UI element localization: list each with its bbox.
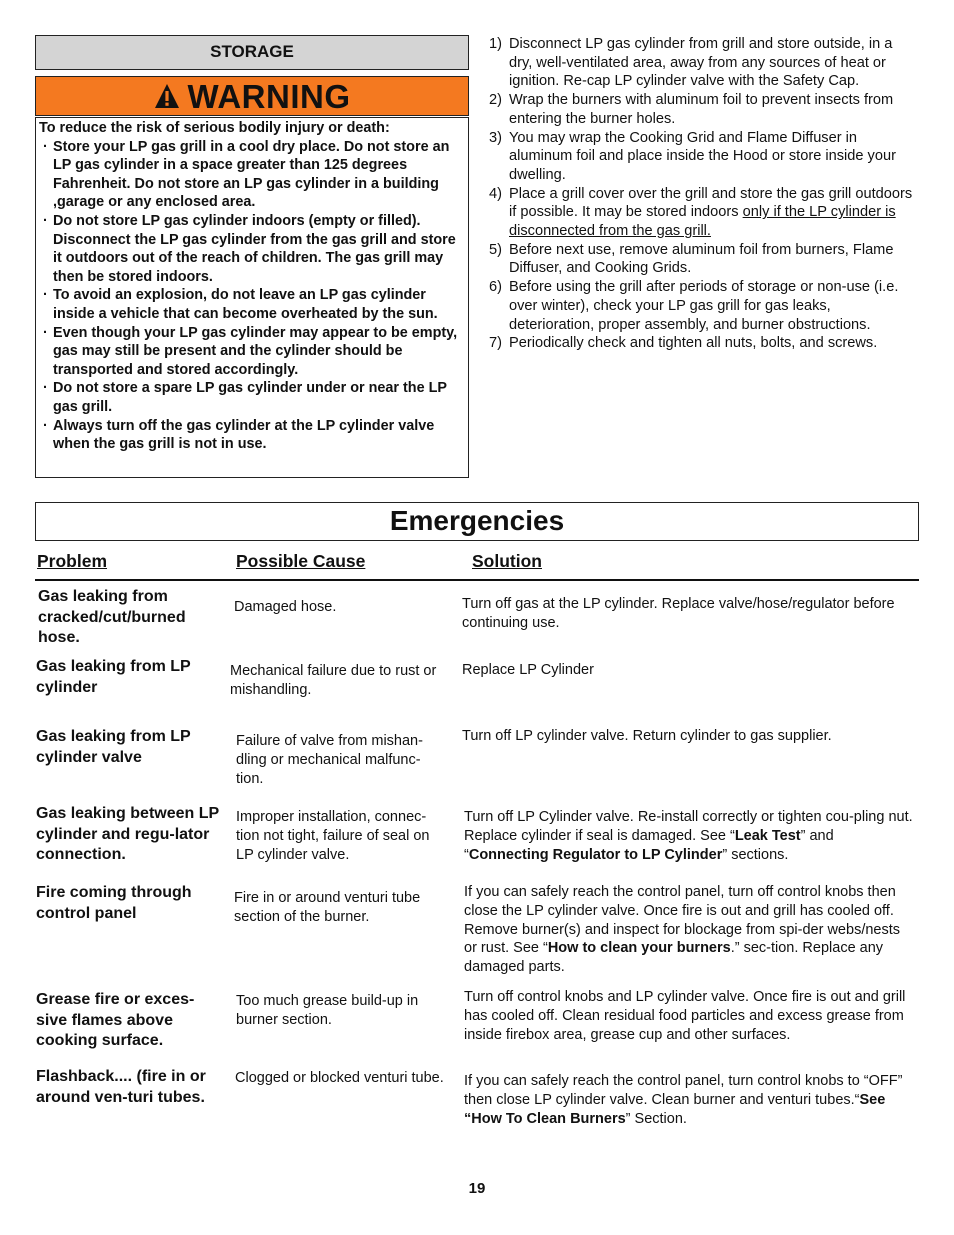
problem-cell: Fire coming through control panel [36,884,192,922]
storage-steps-list [489,35,919,353]
cause-cell: Too much grease build-up in burner section. [236,993,419,1028]
storage-heading-text: STORAGE [210,42,294,61]
cause-cell: Clogged or blocked venturi tube. [235,1070,444,1086]
how-to-clean-burners-ref: See “How To Clean Burners [464,1091,886,1127]
warning-label: WARNING [187,77,351,115]
cause-cell: Failure of valve from mishan-dling or mechanical malfunc-tion. [236,733,423,787]
column-header-problem: Problem [37,551,108,571]
leak-test-ref: Leak Test [734,827,801,844]
storage-step: 7) Periodically check and tighten all nuts, bolts, and screws. [489,335,878,352]
storage-step: 1) Disconnect LP gas cylinder from grill and store outside, in a dry, well-ventilated area, away from any sources of heat or ignition. Re-cap LP cylinder valve with the Safety Cap. [489,36,893,90]
emergencies-title: Emergencies [389,505,565,536]
warning-item: · Do not store a spare LP gas cylinder under or near the LP gas grill. [43,380,447,415]
solution-cell: Turn off LP cylinder valve. Return cylinder to gas supplier. [462,728,832,744]
problem-cell: Gas leaking between LP cylinder and regu-lator connection. [36,805,219,863]
problem-cell: Grease fire or exces-sive flames above cooking surface. [36,991,195,1049]
warning-box [35,117,469,478]
problem-cell: Gas leaking from LP cylinder valve [36,728,191,766]
underlined-caution: only if the LP cylinder is disconnected from the gas grill. [509,204,896,240]
cause-cell: Mechanical failure due to rust or mishandling. [230,663,437,698]
storage-step: 5) Before next use, remove aluminum foil from burners, Flame Diffuser, and Cooking Grids. [489,241,894,277]
warning-item: · To avoid an explosion, do not leave an LP gas cylinder inside a vehicle that can become overheated by the sun. [43,287,438,322]
storage-step: 3) You may wrap the Cooking Grid and Flame Diffuser in aluminum foil and place inside the Hood or store inside your dwelling. [489,129,896,183]
column-header-solution: Solution [472,551,542,571]
column-header-cause: Possible Cause [236,551,366,571]
solution-cell: If you can safely reach the control panel, turn off control knobs then close the LP cylinder valve. Once fire is out and grill has cooled off. Remove burner(s) and inspect for blockage from spi-der webs/nests or rust. See “How to clean your burners.” sec-tion. Replace any damaged parts. [464,884,900,976]
cause-cell: Improper installation, connec-tion not tight, failure of seal on LP cylinder valve. [236,809,430,863]
problem-cell: Gas leaking from cracked/cut/burned hose. [38,588,186,646]
warning-item: · Even though your LP gas cylinder may appear to be empty, gas may still be present and the cylinder should be transported and stored accordingly. [43,324,458,378]
header-divider [35,579,919,581]
connecting-regulator-ref: Connecting Regulator to LP Cylinder [468,846,723,863]
warning-banner [35,76,469,116]
storage-step: 2) Wrap the burners with aluminum foil to prevent insects from entering the burner holes. [489,92,894,127]
storage-step: 6) Before using the grill after periods of storage or non-use (i.e. over winter), check your LP gas grill for gas leaks, deterioration, proper assembly, and burner obstructions. [489,279,899,333]
warning-intro: To reduce the risk of serious bodily injury or death: [39,120,390,136]
cause-cell: Fire in or around venturi tube section of the burner. [234,890,421,925]
solution-cell: Turn off gas at the LP cylinder. Replace valve/hose/regulator before continuing use. [462,596,895,631]
warning-item: · Always turn off the gas cylinder at the LP cylinder valve when the gas grill is not in use. [43,417,435,453]
page-number: 19 [468,1180,486,1197]
solution-cell: Replace LP Cylinder [462,662,594,678]
warning-triangle-icon [154,83,180,109]
storage-heading [35,35,469,70]
warning-item: · Store your LP gas grill in a cool dry place. Do not store an LP gas cylinder in a space greater than 125 degrees Fahrenheit. Do not store an LP gas cylinder in a building ,garage or any enclosed area. [43,138,450,211]
problem-cell: Gas leaking from LP cylinder [36,658,191,696]
warning-item: · Do not store LP gas cylinder indoors (empty or filled). Disconnect the LP gas cylinder from the gas grill and store it outdoors out of the reach of children. The gas grill may then be stored indoors. [43,212,456,285]
storage-step: 4) Place a grill cover over the grill and store the gas grill outdoors if possible. It may be stored indoors only if the LP cylinder is disconnected from the gas grill. [489,185,913,240]
solution-cell: If you can safely reach the control panel, turn control knobs to “OFF” then close LP cylinder valve. Clean burner and venturi tubes.“See “How To Clean Burners” Section. [464,1073,903,1127]
problem-cell: Flashback.... (fire in or around ven-turi tubes. [36,1068,206,1106]
solution-cell: Turn off control knobs and LP cylinder valve. Once fire is out and grill has cooled off. Clean residual food particles and excess grease from inside firebox area, grease cup and other surfaces. [464,989,906,1043]
emergencies-title-box [35,502,919,541]
cause-cell: Damaged hose. [234,599,337,615]
solution-cell: Turn off LP Cylinder valve. Re-install correctly or tighten cou-pling nut. Replace cylinder if seal is damaged. See “Leak Test” and “Connecting Regulator to LP Cylinder” sections. [464,809,913,863]
clean-burners-ref: How to clean your burners [547,940,731,957]
